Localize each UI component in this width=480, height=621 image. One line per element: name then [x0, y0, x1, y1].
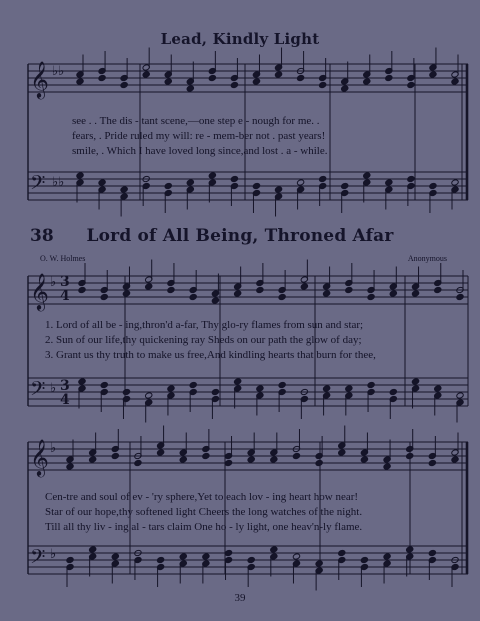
svg-text:♭: ♭	[50, 441, 57, 456]
note-head	[224, 549, 232, 556]
note-head	[230, 175, 238, 182]
top-lyric-line-3: smile, . Which I have loved long since,and lost . a - while.	[72, 145, 328, 157]
note-head	[111, 452, 119, 459]
note-head	[145, 392, 153, 399]
note-head	[315, 560, 323, 567]
verse-lyric-2b: Star of our hope,thy softened light Cheers the long watches of the night.	[45, 506, 363, 518]
note-head	[411, 378, 419, 385]
svg-text:𝄞: 𝄞	[30, 272, 49, 310]
note-head	[98, 74, 106, 81]
staff-top-bass	[28, 172, 468, 200]
note-head	[202, 553, 210, 560]
note-head	[66, 463, 74, 470]
note-head	[164, 78, 172, 85]
note-head	[345, 286, 353, 293]
composer-credit: Anonymous	[407, 254, 447, 263]
note-head	[211, 388, 219, 395]
svg-text:3: 3	[60, 274, 70, 290]
hymn-title: Lord of All Being, Throned Afar	[86, 226, 394, 246]
note-head	[434, 385, 442, 392]
note-head	[451, 78, 459, 85]
svg-text:♭: ♭	[50, 275, 57, 290]
svg-text:𝄞: 𝄞	[30, 438, 49, 476]
note-head	[142, 71, 150, 78]
svg-text:𝄢: 𝄢	[30, 545, 46, 573]
svg-text:♭: ♭	[50, 381, 57, 396]
note-head	[429, 182, 437, 189]
note-head	[122, 290, 130, 297]
note-head	[167, 385, 175, 392]
note-head	[407, 81, 415, 88]
note-head	[367, 381, 375, 388]
note-head	[157, 449, 165, 456]
svg-text:4: 4	[60, 392, 70, 408]
note-head	[323, 385, 331, 392]
note-head	[385, 74, 393, 81]
note-head	[360, 556, 368, 563]
note-head	[189, 381, 197, 388]
note-head	[202, 452, 210, 459]
svg-text:𝄢: 𝄢	[30, 377, 46, 405]
note-head	[363, 172, 371, 179]
note-head	[78, 378, 86, 385]
note-head	[234, 378, 242, 385]
note-head	[434, 286, 442, 293]
note-head	[406, 546, 414, 553]
note-head	[252, 78, 260, 85]
note-head	[122, 388, 130, 395]
note-head	[278, 293, 286, 300]
note-head	[345, 385, 353, 392]
note-head	[78, 286, 86, 293]
note-head	[292, 553, 300, 560]
page-number: 39	[234, 592, 246, 604]
svg-text:𝄞: 𝄞	[30, 60, 49, 98]
note-head	[429, 71, 437, 78]
note-head	[338, 549, 346, 556]
top-lyric-line-2: fears, . Pride ruled my will: re - mem-ber not . past years!	[72, 130, 326, 142]
note-head	[167, 286, 175, 293]
note-head	[111, 553, 119, 560]
note-head	[274, 186, 282, 193]
note-head	[451, 456, 459, 463]
note-head	[451, 179, 459, 186]
note-head	[428, 549, 436, 556]
note-head	[383, 553, 391, 560]
note-head	[89, 546, 97, 553]
note-head	[120, 81, 128, 88]
note-head	[186, 85, 194, 92]
staff-top-treble	[28, 64, 468, 92]
author-credit: O. W. Holmes	[40, 254, 86, 263]
staff-3-treble	[28, 442, 468, 470]
note-head	[319, 175, 327, 182]
note-head	[134, 459, 142, 466]
note-head	[341, 85, 349, 92]
note-head	[247, 556, 255, 563]
top-lyric-line-1: see . . The dis - tant scene,—one step e - nough for me. .	[72, 115, 320, 127]
note-head	[208, 74, 216, 81]
note-head	[270, 546, 278, 553]
note-head	[98, 179, 106, 186]
note-head	[100, 293, 108, 300]
svg-text:4: 4	[60, 288, 70, 304]
note-head	[406, 452, 414, 459]
note-head	[186, 179, 194, 186]
note-head	[230, 81, 238, 88]
note-head	[297, 74, 305, 81]
note-head	[360, 456, 368, 463]
note-head	[234, 290, 242, 297]
note-head	[338, 449, 346, 456]
verse-lyric-3b: Till all thy liv - ing al - tars claim One ho - ly light, one heav'n-ly flame.	[45, 521, 363, 533]
note-head	[278, 381, 286, 388]
note-head	[89, 456, 97, 463]
staff-2-bass	[28, 378, 468, 406]
note-head	[66, 556, 74, 563]
note-head	[179, 456, 187, 463]
note-head	[256, 286, 264, 293]
note-head	[157, 556, 165, 563]
note-head	[411, 290, 419, 297]
note-head	[164, 182, 172, 189]
svg-text:3: 3	[60, 378, 70, 394]
note-head	[145, 283, 153, 290]
note-head	[270, 456, 278, 463]
note-head	[189, 293, 197, 300]
note-head	[315, 459, 323, 466]
note-head	[407, 175, 415, 182]
note-head	[256, 385, 264, 392]
note-head	[341, 182, 349, 189]
svg-text:♭♭: ♭♭	[52, 64, 65, 79]
hymn-number: 38	[30, 226, 54, 246]
note-head	[224, 459, 232, 466]
note-head	[292, 452, 300, 459]
note-head	[76, 78, 84, 85]
top-hymn-title: Lead, Kindly Light	[160, 30, 320, 48]
note-head	[428, 459, 436, 466]
staff-2-treble	[28, 276, 468, 304]
note-head	[319, 81, 327, 88]
note-head	[389, 388, 397, 395]
note-head	[385, 179, 393, 186]
note-head	[211, 297, 219, 304]
note-head	[300, 283, 308, 290]
note-head	[76, 172, 84, 179]
note-head	[383, 463, 391, 470]
note-head	[208, 172, 216, 179]
note-head	[297, 179, 305, 186]
note-head	[367, 293, 375, 300]
note-head	[456, 293, 464, 300]
svg-text:♭: ♭	[50, 547, 57, 562]
verse-lyric-1b: Cen-tre and soul of ev - 'ry sphere,Yet to each lov - ing heart how near!	[45, 491, 359, 503]
verse-lyric-1a: 1. Lord of all be - ing,thron'd a-far, Thy glo-ry flames from sun and star;	[45, 319, 364, 331]
note-head	[456, 392, 464, 399]
verse-lyric-2a: 2. Sun of our life,thy quickening ray Sheds on our path the glow of day;	[45, 334, 362, 346]
note-head	[179, 553, 187, 560]
note-head	[247, 456, 255, 463]
note-head	[120, 186, 128, 193]
note-head	[252, 182, 260, 189]
note-head	[389, 290, 397, 297]
verse-lyric-3a: 3. Grant us thy truth to make us free,And kindling hearts that burn for thee,	[45, 349, 376, 361]
note-head	[274, 71, 282, 78]
note-head	[100, 381, 108, 388]
svg-text:♭♭: ♭♭	[52, 175, 65, 190]
note-head	[323, 290, 331, 297]
note-head	[363, 78, 371, 85]
svg-text:𝄢: 𝄢	[30, 171, 46, 199]
